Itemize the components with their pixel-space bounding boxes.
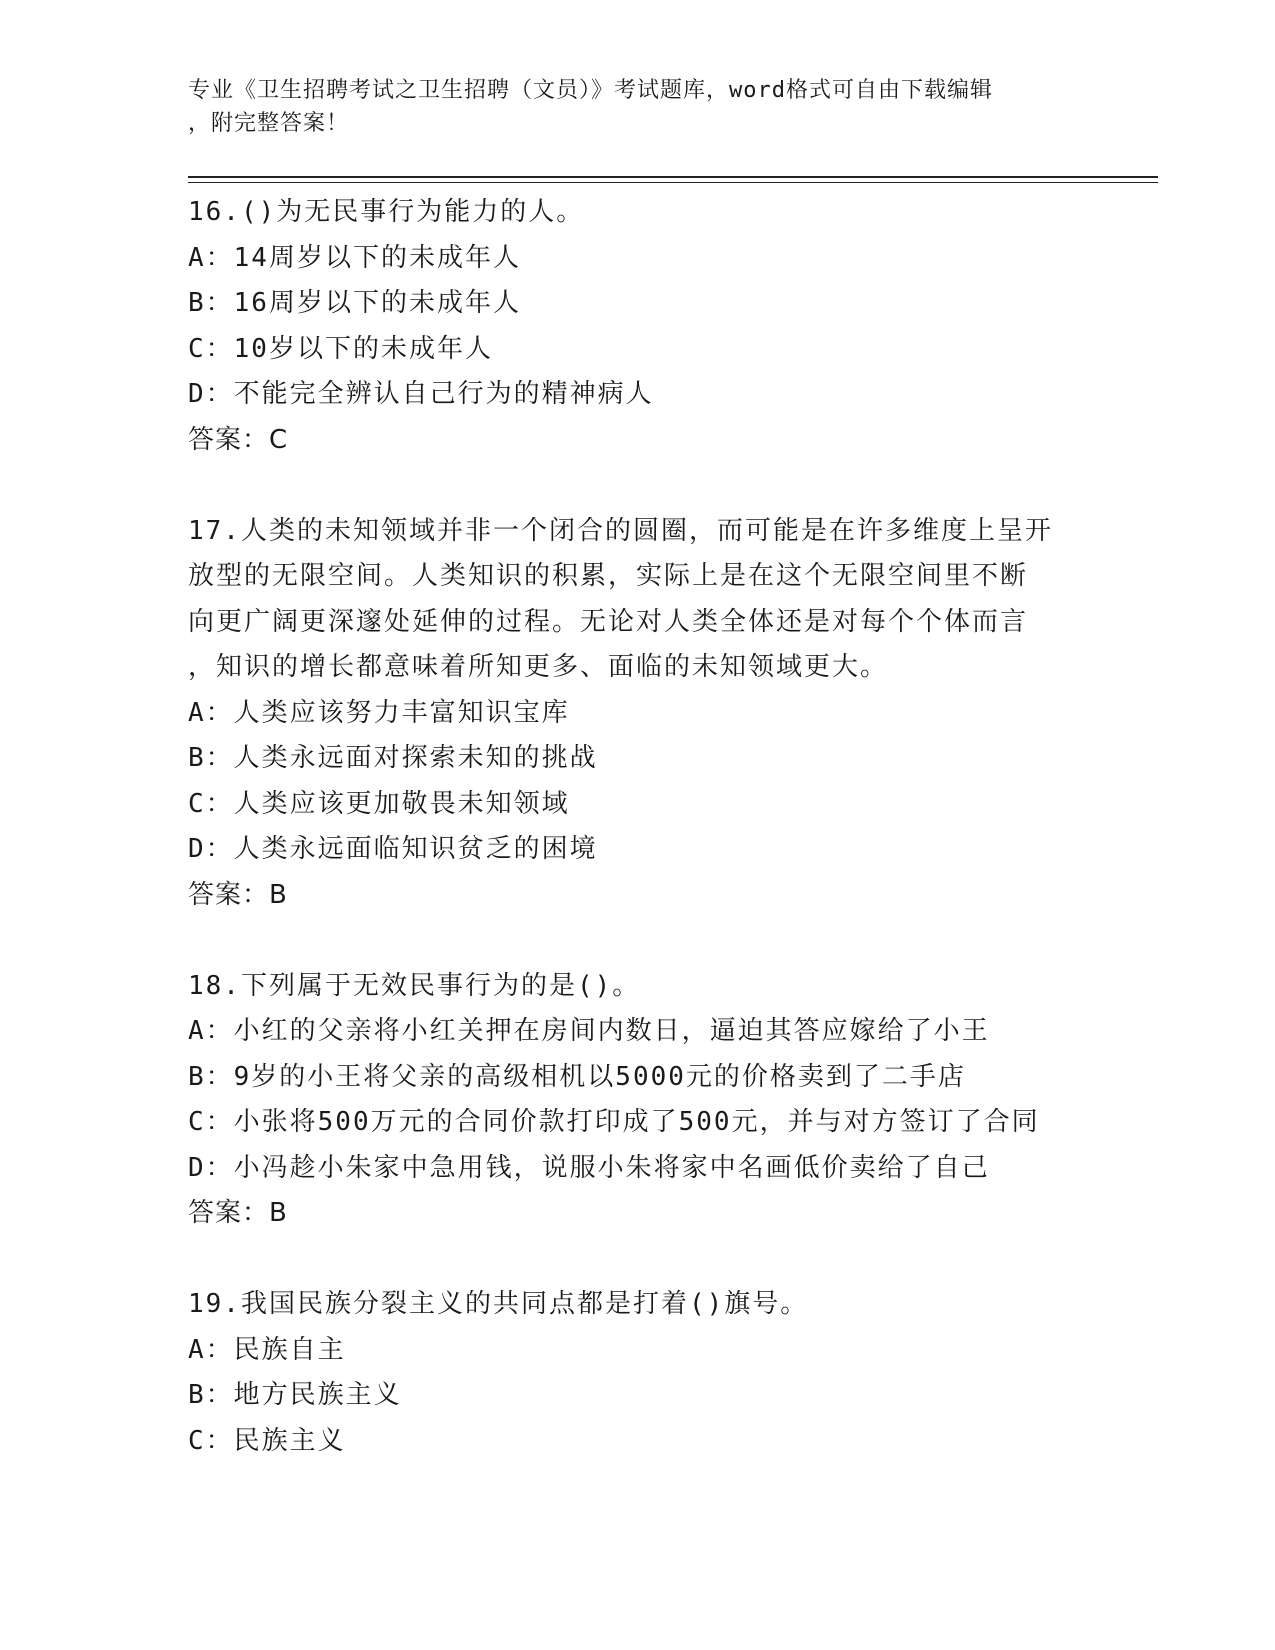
option-a: A：小红的父亲将小红关押在房间内数日，逼迫其答应嫁给了小王	[188, 1016, 990, 1046]
option-b: B：16周岁以下的未成年人	[188, 288, 521, 318]
question-stem: 向更广阔更深邃处延伸的过程。无论对人类全体还是对每个个体而言	[188, 606, 1029, 637]
answer-line: 答案：B	[188, 1198, 288, 1228]
question-stem: 18.下列属于无效民事行为的是()。	[188, 970, 641, 1001]
header-line-1: 专业《卫生招聘考试之卫生招聘（文员）》考试题库，word格式可自由下载编辑	[188, 78, 993, 103]
answer-line: 答案：C	[188, 424, 289, 455]
header-rule-thin	[188, 182, 1158, 183]
option-c: C：民族主义	[188, 1425, 346, 1456]
option-a: A：人类应该努力丰富知识宝库	[188, 697, 570, 728]
option-c: C：10岁以下的未成年人	[188, 333, 493, 364]
question-18	[188, 964, 1118, 1237]
question-stem: 19.我国民族分裂主义的共同点都是打着()旗号。	[188, 1289, 809, 1319]
header-rule-thick	[188, 176, 1158, 178]
header-line-2: ，附完整答案！	[188, 111, 350, 136]
option-b: B：人类永远面对探索未知的挑战	[188, 743, 598, 773]
question-stem: 放型的无限空间。人类知识的积累，实际上是在这个无限空间里不断	[188, 561, 1029, 591]
question-16	[188, 190, 1118, 463]
option-a: A：14周岁以下的未成年人	[188, 242, 521, 273]
question-stem: 16.()为无民事行为能力的人。	[188, 197, 585, 227]
option-d: D：小冯趁小朱家中急用钱，说服小朱将家中名画低价卖给了自己	[188, 1152, 990, 1183]
answer-line: 答案：B	[188, 879, 288, 910]
option-c: C：小张将500万元的合同价款打印成了500元，并与对方签订了合同	[188, 1107, 1040, 1137]
question-stem: 17.人类的未知领域并非一个闭合的圆圈，而可能是在许多维度上呈开	[188, 515, 1053, 546]
option-c: C：人类应该更加敬畏未知领域	[188, 788, 570, 819]
option-b: B：地方民族主义	[188, 1380, 402, 1410]
question-19	[188, 1282, 1118, 1464]
question-stem: ，知识的增长都意味着所知更多、面临的未知领域更大。	[188, 652, 889, 682]
option-d: D：人类永远面临知识贫乏的困境	[188, 834, 598, 864]
spacer	[188, 1237, 1118, 1283]
question-list	[188, 190, 1118, 1464]
spacer	[188, 918, 1118, 964]
option-a: A：民族自主	[188, 1334, 346, 1365]
option-b: B：9岁的小王将父亲的高级相机以5000元的价格卖到了二手店	[188, 1061, 966, 1092]
document-header	[188, 74, 1088, 140]
question-17	[188, 509, 1118, 919]
option-d: D：不能完全辨认自己行为的精神病人	[188, 379, 654, 409]
spacer	[188, 463, 1118, 509]
